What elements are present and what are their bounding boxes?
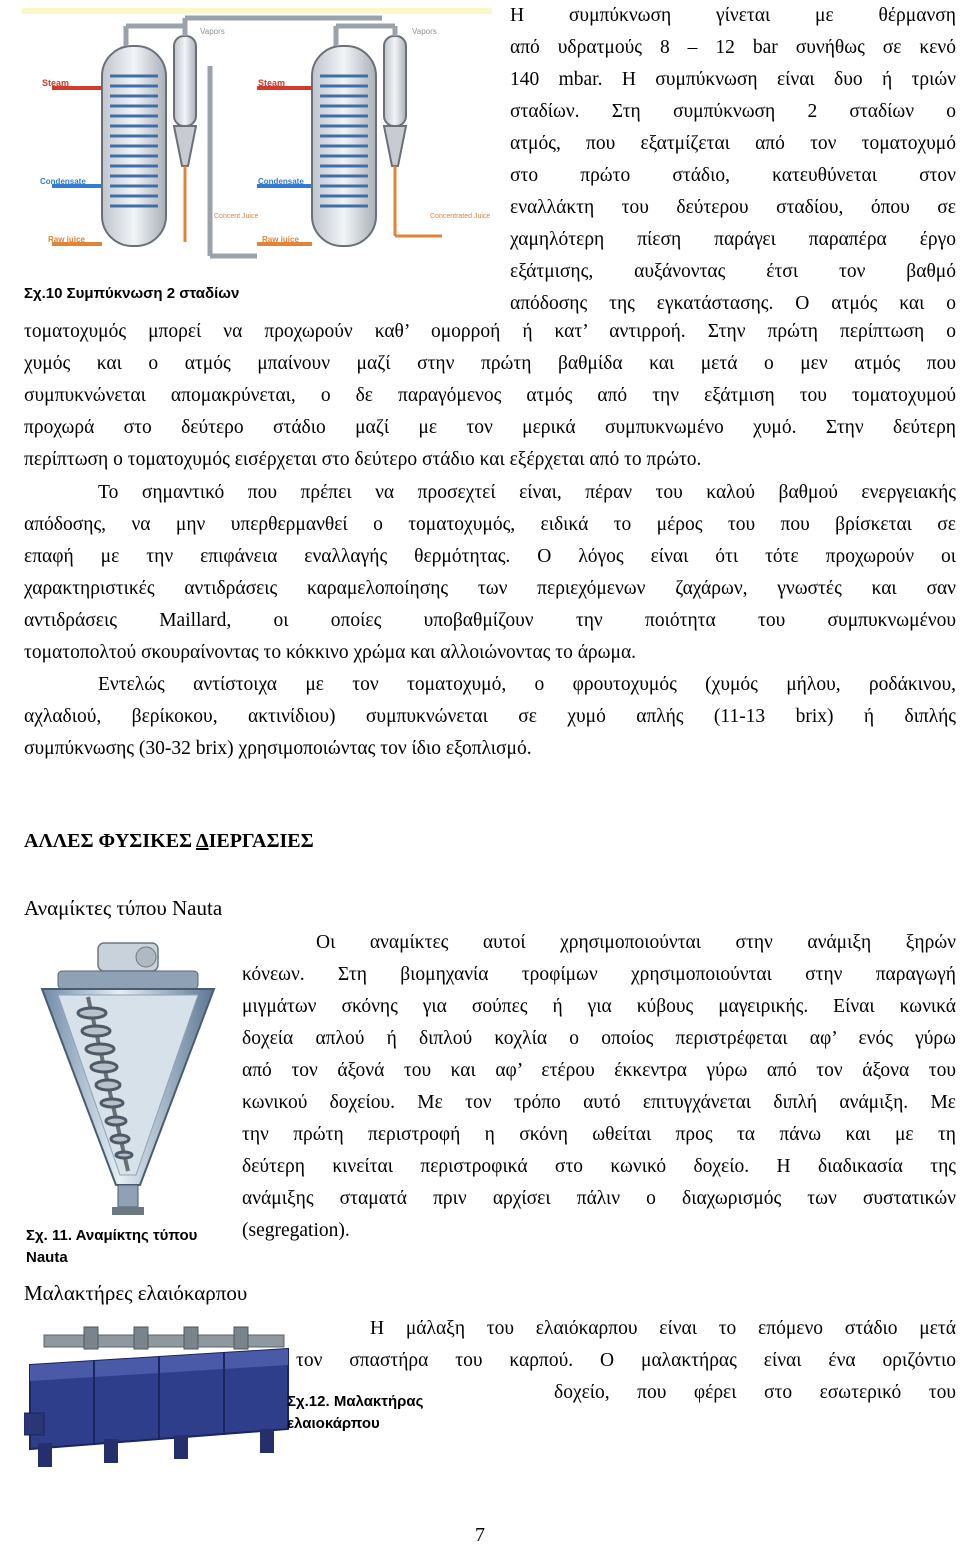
text-line: κόνεων. Στη βιομηχανία τροφίμων χρησιμοποιούνται στην παραγωγή bbox=[242, 964, 956, 985]
figure-10-image bbox=[22, 6, 492, 278]
text-line: Εντελώς αντίστοιχα με τον τοματοχυμό, ο φρουτοχυμός (χυμός μήλου, ροδάκινου, bbox=[98, 674, 956, 695]
label-condensate-1: Condensate bbox=[40, 177, 86, 186]
text-line: περίπτωση ο τοματοχυμός εισέρχεται στο δεύτερο στάδιο και εξέρχεται από το πρώτο. bbox=[24, 449, 702, 470]
text-line: αντιδράσεις Maillard, οι οποίες υποβαθμίζουν την ποιότητα του συμπυκνωμένου bbox=[24, 610, 956, 631]
nauta-mixer-illustration bbox=[28, 935, 228, 1225]
nauta-paragraph bbox=[242, 927, 956, 1247]
text-line: κωνικού δοχείου. Με τον τρόπο αυτό επιτυγχάνεται διπλή ανάμιξη. Με bbox=[242, 1092, 956, 1113]
paragraph-1-full-width bbox=[24, 316, 956, 476]
label-steam-2: Steam bbox=[258, 78, 286, 88]
text-line: αχλαδιού, βερίκοκου, ακτινίδιου) συμπυκνώνεται σε χυμό απλής (11-13 brix) ή διπλής bbox=[24, 706, 956, 727]
text-line: από υδρατμούς 8 – 12 bar συνήθως σε κενό bbox=[510, 37, 956, 58]
text-line: τον σπαστήρα του καρπού. Ο μαλακτήρας είναι ένα οριζόντιο bbox=[296, 1350, 956, 1371]
paragraph-1-right-column bbox=[510, 0, 956, 320]
label-raw-juice-1: Raw juice bbox=[48, 235, 85, 244]
text-line: Το σημαντικό που πρέπει να προσεχτεί είναι, πέραν του καλού βαθμού ενεργειακής bbox=[98, 482, 956, 503]
label-concentrated-juice: Concentrated Juice bbox=[430, 213, 491, 220]
malaxer-heading: Μαλακτήρες ελαιόκαρπου bbox=[24, 1281, 248, 1305]
text-line: χαμηλότερη πίεση παράγει παραπέρα έργο bbox=[510, 229, 956, 250]
label-raw-juice-2: Raw juice bbox=[262, 235, 299, 244]
text-line: απόδοσης, να μην υπερθερμανθεί ο τοματοχυμός, ειδικά το μέρος του που βρίσκεται σε bbox=[24, 514, 956, 535]
text-line: σταδίων. Στη συμπύκνωση 2 σταδίων ο bbox=[510, 101, 956, 122]
evaporator-diagram bbox=[22, 6, 492, 278]
figure-12-caption: Σχ.12. Μαλακτήρας ελαιοκάρπου bbox=[287, 1393, 424, 1432]
figure-11-image bbox=[28, 935, 228, 1225]
text-line: χαρακτηριστικές αντιδράσεις καραμελοποίησης των περιεχόμενων ζαχάρων, γνωστές και σαν bbox=[24, 578, 956, 599]
text-line: Η συμπύκνωση γίνεται με θέρμανση bbox=[510, 5, 956, 26]
label-concent-juice: Concent Juice bbox=[214, 213, 259, 220]
text-line: ατμός, που εξατμίζεται από τον τοματοχυμό bbox=[510, 133, 956, 154]
text-line: ανάμιξης σταματά πριν αρχίσει πάλιν ο διαχωρισμός των συστατικών bbox=[242, 1188, 956, 1209]
page-number: 7 bbox=[475, 1524, 485, 1546]
paragraph-3 bbox=[24, 669, 956, 765]
text-line: προχωρά στο δεύτερο στάδιο μαζί με τον μερικά συμπυκνωμένο χυμό. Στην δεύτερη bbox=[24, 417, 956, 438]
text-line: μιγμάτων σκόνης για σούπες ή για κύβους μαγειρικής. Είναι κωνικά bbox=[242, 996, 956, 1017]
label-condensate-2: Condensate bbox=[258, 177, 304, 186]
paragraph-2 bbox=[24, 477, 956, 669]
text-line: από τον άξονά του και αφ’ ετέρου έκκεντρα γύρω από τον άξονα του bbox=[242, 1060, 956, 1081]
text-line: δοχείο, που φέρει στο εσωτερικό του bbox=[554, 1382, 956, 1403]
text-line: Οι αναμίκτες αυτοί χρησιμοποιούνται στην ανάμιξη ξηρών bbox=[316, 932, 956, 953]
text-line: εξάτμισης, αυξάνοντας έτσι τον βαθμό bbox=[510, 261, 956, 282]
text-line: επαφή με την επιφάνεια εναλλαγής θερμότητας. Ο λόγος είναι ότι τότε προχωρούν οι bbox=[24, 546, 956, 567]
text-line: τοματοπολτού σκουραίνοντας το κόκκινο χρώμα και αλλοιώνοντας το άρωμα. bbox=[24, 642, 637, 663]
text-line: χυμός και ο ατμός μπαίνουν μαζί στην πρώτη βαθμίδα και μετά ο μεν ατμός που bbox=[24, 353, 956, 374]
text-line: απόδοσης της εγκατάστασης. Ο ατμός και ο bbox=[510, 293, 956, 314]
figure-11-caption: Σχ. 11. Αναμίκτης τύπου Nauta bbox=[26, 1227, 198, 1266]
malaxer-paragraph-continued bbox=[554, 1377, 956, 1409]
text-line: εναλλάκτη του δεύτερου σταδίου, όπου σε bbox=[510, 197, 956, 218]
text-line: Η μάλαξη του ελαιόκαρπου είναι το επόμενο στάδιο μετά bbox=[370, 1318, 956, 1339]
text-line: (segregation). bbox=[242, 1220, 350, 1241]
malaxer-illustration bbox=[24, 1325, 294, 1473]
label-steam-1: Steam bbox=[42, 78, 70, 88]
text-line: την πρώτη περιστροφή η σκόνη ωθείται προς τα πάνω και με τη bbox=[242, 1124, 956, 1145]
malaxer-paragraph bbox=[296, 1313, 956, 1377]
label-vapors-1: Vapors bbox=[200, 27, 225, 36]
text-line: συμπύκνωσης (30-32 brix) χρησιμοποιώντας τον ίδιο εξοπλισμό. bbox=[24, 738, 532, 759]
text-line: 140 mbar. Η συμπύκνωση είναι δυο ή τριών bbox=[510, 69, 956, 90]
text-line: στο πρώτο στάδιο, κατευθύνεται στον bbox=[510, 165, 956, 186]
text-line: δοχεία απλού ή διπλού κοχλία ο οποίος περιστρέφεται αφ’ ενός γύρω bbox=[242, 1028, 956, 1049]
figure-10-caption: Σχ.10 Συμπύκνωση 2 σταδίων bbox=[24, 285, 240, 302]
figure-12-image bbox=[24, 1325, 294, 1473]
text-line: δεύτερη κινείται περιστροφικά στο κωνικό δοχείο. Η διαδικασία της bbox=[242, 1156, 956, 1177]
nauta-heading: Αναμίκτες τύπου Nauta bbox=[24, 896, 223, 920]
label-vapors-2: Vapors bbox=[412, 27, 437, 36]
text-line: συμπυκνώνεται απομακρύνεται, ο δε παραγόμενος ατμός από την εξάτμιση του τοματοχυμού bbox=[24, 385, 956, 406]
section-heading: ΑΛΛΕΣ ΦΥΣΙΚΕΣ ΔΙΕΡΓΑΣΙΕΣ bbox=[24, 830, 314, 852]
text-line: τοματοχυμός μπορεί να προχωρούν καθ’ ομορροή ή κατ’ αντιρροή. Στην πρώτη περίπτωση ο bbox=[24, 321, 956, 342]
